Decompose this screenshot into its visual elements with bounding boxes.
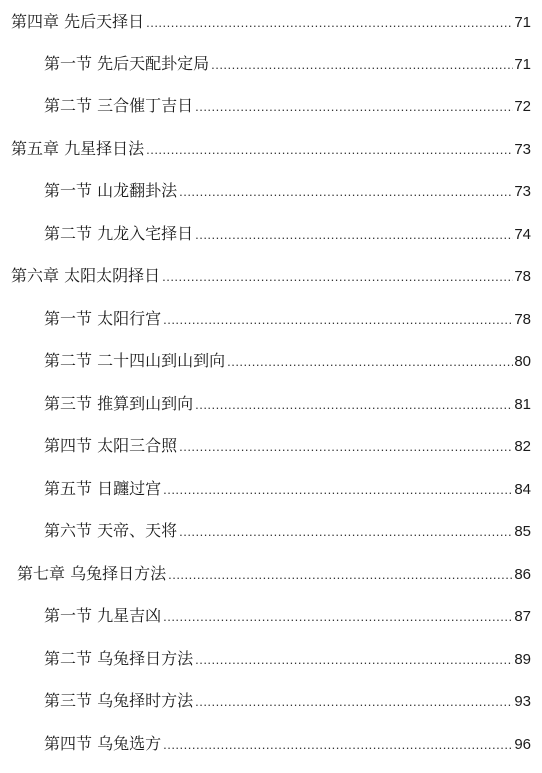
dot-leader xyxy=(227,351,513,373)
toc-page-number: 87 xyxy=(514,608,531,625)
toc-page-number: 89 xyxy=(514,651,531,668)
toc-entry-title: 第四节 乌兔选方 xyxy=(44,734,162,753)
toc-chapter-entry[interactable] xyxy=(11,11,531,34)
toc-entry-title: 第二节 乌兔择日方法 xyxy=(44,649,194,668)
toc-section-entry[interactable] xyxy=(44,180,531,203)
toc-page-number: 81 xyxy=(514,396,531,413)
toc-entry-title: 第六节 天帝、天将 xyxy=(44,521,178,540)
toc-section-entry[interactable] xyxy=(44,690,531,713)
dot-leader xyxy=(195,649,513,671)
toc-section-entry[interactable] xyxy=(44,350,531,373)
toc-entry-title: 第五节 日躔过宫 xyxy=(44,479,162,498)
toc-entry-title: 第四节 太阳三合照 xyxy=(44,436,178,455)
toc-page-number: 74 xyxy=(514,226,531,243)
dot-leader xyxy=(195,96,513,118)
toc-chapter-entry[interactable] xyxy=(11,138,531,161)
dot-leader xyxy=(163,479,513,501)
toc-entry-title: 第一节 太阳行宫 xyxy=(44,309,162,328)
toc-section-entry[interactable] xyxy=(44,605,531,628)
dot-leader xyxy=(163,606,513,628)
toc-section-entry[interactable] xyxy=(44,53,531,76)
toc-page-number: 73 xyxy=(514,183,531,200)
toc-entry-title: 第四章 先后天择日 xyxy=(11,12,145,31)
dot-leader xyxy=(146,139,513,161)
toc-section-entry[interactable] xyxy=(44,223,531,246)
toc-page-number: 84 xyxy=(514,481,531,498)
dot-leader xyxy=(195,394,513,416)
toc-entry-title: 第三节 乌兔择时方法 xyxy=(44,691,194,710)
dot-leader xyxy=(163,734,513,756)
toc-page-number: 73 xyxy=(514,141,531,158)
toc-section-entry[interactable] xyxy=(44,308,531,331)
dot-leader xyxy=(179,436,513,458)
toc-chapter-entry[interactable] xyxy=(11,265,531,288)
toc-section-entry[interactable] xyxy=(44,393,531,416)
dot-leader xyxy=(163,309,513,331)
toc-entry-title: 第六章 太阳太阴择日 xyxy=(11,266,161,285)
toc-page-number: 96 xyxy=(514,736,531,753)
toc-section-entry[interactable] xyxy=(44,648,531,671)
toc-page-number: 82 xyxy=(514,438,531,455)
toc-page-number: 72 xyxy=(514,98,531,115)
toc-entry-title: 第五章 九星择日法 xyxy=(11,139,145,158)
toc-entry-title: 第三节 推算到山到向 xyxy=(44,394,194,413)
toc-entry-title: 第二节 九龙入宅择日 xyxy=(44,224,194,243)
toc-entry-title: 第一节 九星吉凶 xyxy=(44,606,162,625)
dot-leader xyxy=(168,564,513,586)
dot-leader xyxy=(162,266,513,288)
toc-entry-title: 第二节 三合催丁吉日 xyxy=(44,96,194,115)
toc-page-number: 78 xyxy=(514,311,531,328)
dot-leader xyxy=(146,12,513,34)
toc-page-number: 80 xyxy=(514,353,531,370)
toc-section-entry[interactable] xyxy=(44,435,531,458)
dot-leader xyxy=(179,181,513,203)
toc-page-number: 93 xyxy=(514,693,531,710)
toc-page-number: 71 xyxy=(514,56,531,73)
toc-section-entry[interactable] xyxy=(44,520,531,543)
toc-page-number: 86 xyxy=(514,566,531,583)
toc-entry-title: 第七章 乌兔择日方法 xyxy=(17,564,167,583)
toc-section-entry[interactable] xyxy=(44,95,531,118)
toc-entry-title: 第一节 山龙翻卦法 xyxy=(44,181,178,200)
toc-page-number: 71 xyxy=(514,14,531,31)
toc-entry-title: 第二节 二十四山到山到向 xyxy=(44,351,226,370)
toc-section-entry[interactable] xyxy=(44,733,531,756)
dot-leader xyxy=(179,521,513,543)
toc-page-number: 78 xyxy=(514,268,531,285)
toc-page-number: 85 xyxy=(514,523,531,540)
toc-section-entry[interactable] xyxy=(44,478,531,501)
toc-chapter-entry[interactable] xyxy=(17,563,531,586)
toc-entry-title: 第一节 先后天配卦定局 xyxy=(44,54,210,73)
dot-leader xyxy=(195,691,513,713)
dot-leader xyxy=(211,54,513,76)
dot-leader xyxy=(195,224,513,246)
